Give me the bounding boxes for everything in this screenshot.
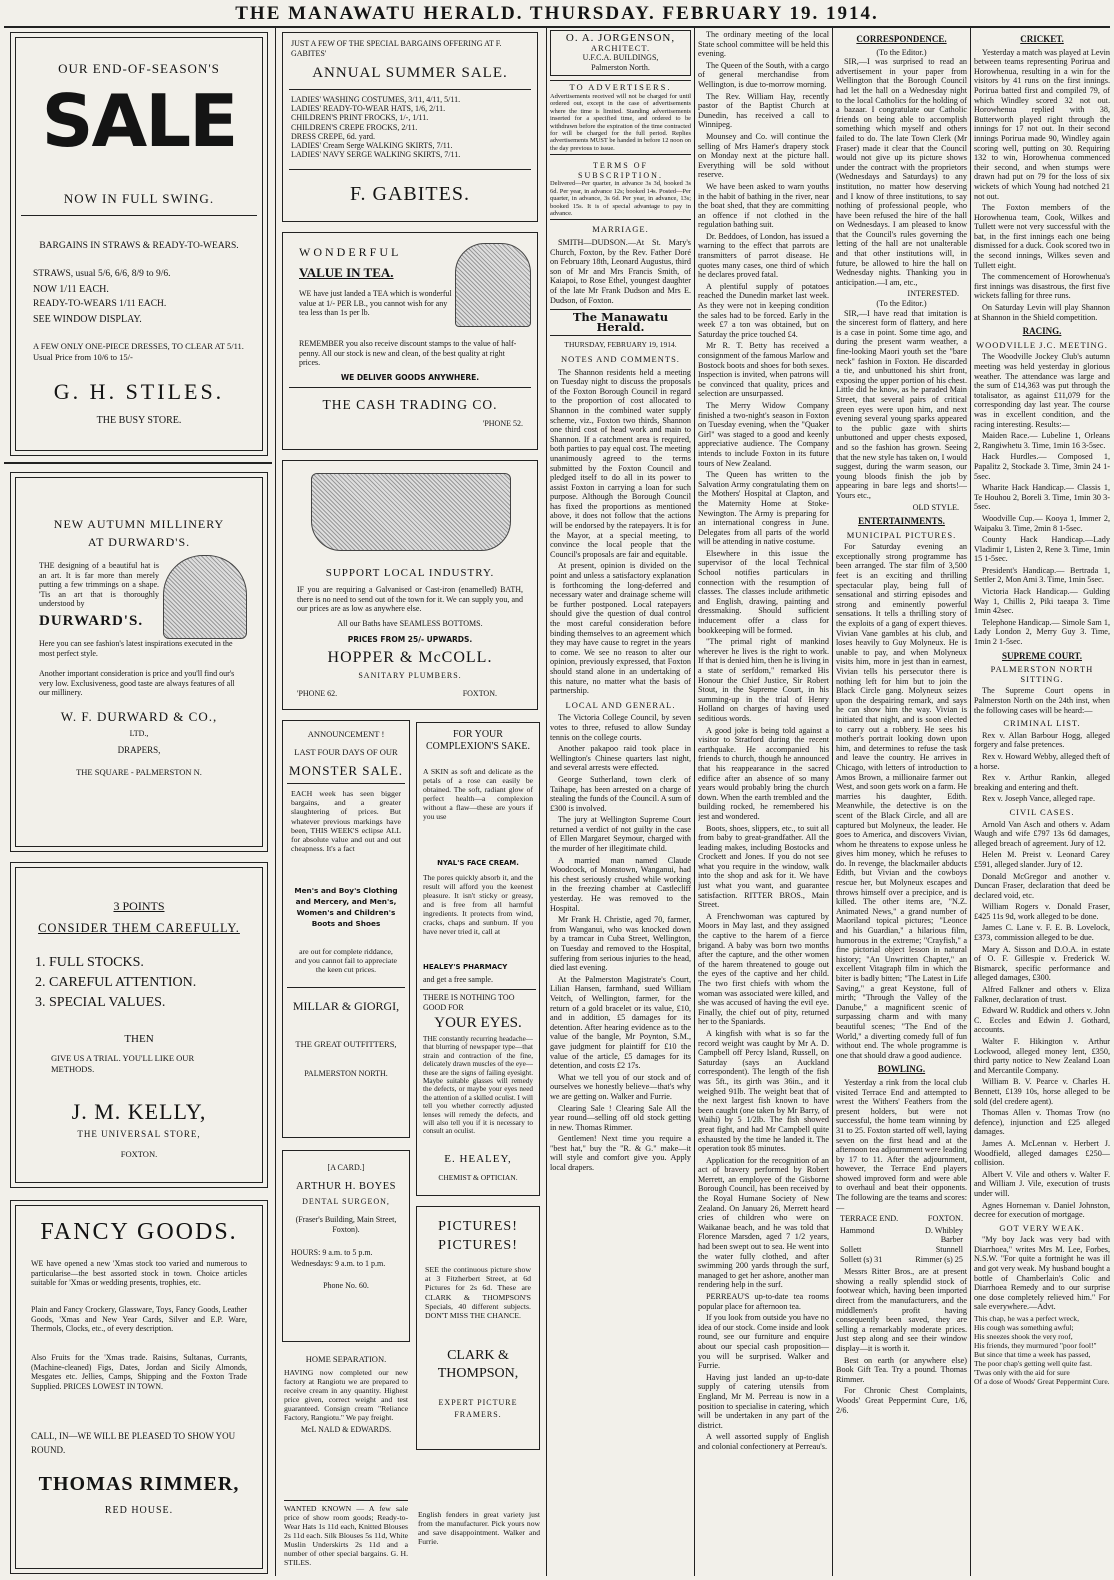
divider <box>284 1500 408 1501</box>
ad-point: 3. SPECIAL VALUES. <box>35 995 166 1010</box>
article-paragraph: "My boy Jack was very bad with Diarrhoea," writes Mrs M. Lee, Forbes, N.S.W. "For quite a fortnight he was ill and got very weak. My husband bought a bottle of Chamberlain's Colic and Diarrhoea Remedy and to our surprise one dose completely relieved him." For sale everywhere.—Advt. <box>974 1235 1110 1312</box>
article-paragraph: The Shannon residents held a meeting on Tuesday night to discuss the proposals of the Foxton Borough Council in regard to the proportion of cost allocated to Shannon in the combined water supply scheme, viz., Foxton two thirds, Shannon one third cost of head work and main to Shannon. If a catchment area is required, both parties to pay equal cost. The meeting unanimously agreed to the terms submitted by the Foxton Council and pledged itself to do all in its power to assist Foxton in carrying a loan for such purpose. Although the Borough Council has fixed the proportions as mentioned above, it does not follow that the actions will be endorsed by the ratepayers. It is for the Mayor, at a special meeting, to convince the local people that the Council's proposals are fair and equitable. <box>550 367 691 559</box>
ad-headline: PICTURES! PICTURES! <box>438 1219 518 1253</box>
advertiser-name: THE CASH TRADING CO. <box>322 397 498 412</box>
column-4 <box>698 30 829 1576</box>
section-heading: RACING. <box>1022 326 1062 337</box>
column-5 <box>836 30 967 1576</box>
ad-line: Palmerston North. <box>591 62 650 72</box>
ad-line: EXPERT PICTURE FRAMERS. <box>438 1398 518 1419</box>
ad-line: STRAWS, usual 5/6, 6/6, 8/9 to 9/6. <box>33 269 171 279</box>
article-paragraph: Mounsey and Co. will continue the selling of Mrs Hamer's drapery stock on Monday next at the picture hall. Everything will be sold without reserve. <box>698 131 829 180</box>
race-result: Telephone Handicap.— Simole Sam 1, Lady London 2, Merry Guy 3. Time, 1min 2 1-5sec. <box>974 617 1110 647</box>
ad-body: Another important consideration is price and you'll find our's very low. Exclusiveness, good taste are always features of all our millinery. <box>39 669 235 697</box>
ad-line: ARCHITECT. <box>590 42 651 53</box>
wanted-known-notice: WANTED KNOWN — A few sale price of show room goods; Ready-to-Wear Hats 1s 11d each, Knitted Blouses 2s 11d each. Silk Blouses 5s 11d, White Muslin Underskirts 2s 11d and a number of other special bargains. G. H. STILES. <box>284 1504 408 1567</box>
ad-line: WE DELIVER GOODS ANYWHERE. <box>340 373 480 382</box>
ad-line: JUST A FEW OF THE SPECIAL BARGAINS OFFERING AT F. GABITES' <box>291 39 502 58</box>
ad-line: DENTAL SURGEON, <box>302 1197 390 1206</box>
notice-body: Delivered—Per quarter, in advance 3s 3d, booked 3s 6d. Per year, in advance 12s; booked 14s. Posted—Per quarter, in advance, 3s 6d. Per year, in advance, 13s; booked 15s. It is of special advantage to pay in advance. <box>550 180 691 218</box>
notice-body: Advertisements received will not be charged for until ordered out, except in the case of advertisements where the time is limited. Standing advertisements inserted for a specified time, and ordered to be withdrawn before the expiration of the time contracted for will be charged for the full period. Replies advertisements MUST be handed in before 12 noon on the day previous to issue. <box>550 92 691 152</box>
section-heading: ENTERTAINMENTS. <box>858 516 945 527</box>
race-result: Woodville Cup.— Kooya 1, Immer 2, Waipaku 3. Time, 2min 8 1-5sec. <box>974 513 1110 533</box>
verse-line: The poor chap's getting well quite fast. <box>974 1359 1092 1369</box>
ad-line: CHEMIST & OPTICIAN. <box>438 1173 518 1182</box>
verse-line: 'Twas only with the aid for sure <box>974 1368 1070 1378</box>
divider <box>21 215 257 216</box>
notice-title: TO ADVERTISERS. <box>569 82 672 93</box>
issue-date: THURSDAY, FEBRUARY 19, 1914. <box>564 340 677 350</box>
section-subheading: (To the Editor.) <box>876 299 927 309</box>
ad-headline: SUPPORT LOCAL INDUSTRY. <box>325 567 495 579</box>
ad-line: SANITARY PLUMBERS. <box>358 671 462 680</box>
sale-item: DRESS CREPE, 6d. yard. <box>291 131 376 141</box>
ad-line: READY-TO-WEARS 1/11 EACH. <box>33 299 167 309</box>
to-advertisers-notice <box>550 80 691 155</box>
ad-line: THERE IS NOTHING TOO GOOD FOR <box>423 993 515 1012</box>
court-case: Agnes Horneman v. Daniel Johnston, decree for execution of mortgage. <box>974 1200 1110 1220</box>
divider <box>289 387 531 388</box>
article-paragraph: Another pakapoo raid took place in Wellington's Chinese quarters last night, and several arrests were effected. <box>550 744 691 773</box>
article-paragraph: A well assorted supply of English and colonial confectionery at Perreau's. <box>698 1432 829 1451</box>
article-paragraph: The jury at Wellington Supreme Court returned a verdict of not guilty in the case of Ellen Margaret Seymour, charged with the murder of her illegitimate child. <box>550 815 691 854</box>
ad-line: THE BUSY STORE. <box>96 415 182 426</box>
sale-item: LADIES' NAVY SERGE WALKING SKIRTS, 7/11. <box>291 150 461 160</box>
gabites-summer-sale-ad <box>282 32 538 222</box>
stiles-sale-ad <box>10 32 268 456</box>
section-heading: GOT VERY WEAK. <box>999 1222 1085 1233</box>
divider <box>287 987 405 988</box>
column-rule <box>275 28 276 1576</box>
team-name: TERRACE END. <box>840 1214 899 1224</box>
court-case: Rex v. Arthur Rankin, alleged breaking and entering and theft. <box>974 773 1110 792</box>
advertiser-name: E. HEALEY, <box>444 1153 512 1165</box>
ad-headline: VALUE IN TEA. <box>299 265 394 280</box>
court-case: James A. McLennan v. Herbert J. Woodfield, alleged damages £250—collision. <box>974 1138 1110 1168</box>
newspaper-title: The Manawatu Herald. <box>572 310 669 334</box>
court-case: Donald McGregor and another v. Duncan Fraser, declaration that deed be declared void, etc. <box>974 871 1110 900</box>
ad-body: SEE the continuous picture show at 3 Fitzherbert Street, at 6d Pictures for 2s 6d. These are CLARK & THOMPSON'S Specials, 40 different subjects. DON'T MISS THE CHANCE. <box>425 1265 531 1321</box>
masthead: THE MANAWATU HERALD. THURSDAY. FEBRUARY 19. 1914. <box>235 3 879 24</box>
player: D. Whibley <box>924 1225 963 1235</box>
court-case: Rex v. Allan Barbour Hogg, alleged forgery and false pretences. <box>974 730 1110 750</box>
ad-line: DRAPERS, <box>117 745 161 755</box>
race-result: Hack Hurdles.— Composed 1, Papalitz 2, Stockade 3. Time, 3min 24 1-5sec. <box>974 452 1110 481</box>
section-subheading: PALMERSTON NORTH SITTING. <box>990 664 1094 684</box>
ad-line: THE SQUARE - PALMERSTON N. <box>76 767 202 777</box>
ad-body: Also Fruits for the 'Xmas trade. Raisins, Sultanas, Currants, (Machine-cleaned) Figs, Dates, Jordan and Sicily Almonds, Mesgates etc. Jellies, Camps, Shipping and the Foxton Trade Supplied. PRICES LOWEST IN TOWN. <box>31 1353 247 1391</box>
article-paragraph: "The primal right of mankind wherever he lives is the right to work. If that is denied him, then he is living in a state of serfdom," remarked His Honour the Chief Justice, Sir Robert Stout, in the Supreme Court, in his summing-up in the trial of Henry Holland on charges of having used seditious words. <box>698 637 829 723</box>
section-heading: CRICKET. <box>1020 34 1064 44</box>
ad-body: THE designing of a beautiful hat is an art. It is far more than merely putting a few trimmings on a shape. 'Tis an art that is thoroughly understood by <box>39 561 159 608</box>
ad-body: EACH week has seen bigger bargains, and a greater slaughtering of prices. But whatever previous markings have been, THIS WEEK'S eclipse ALL for absolute value and out and out cheapness. It's a fact <box>291 789 401 854</box>
section-subheading: MUNICIPAL PICTURES. <box>846 529 957 540</box>
ad-line: NOW 1/11 EACH. <box>33 284 109 295</box>
section-heading: BOWLING. <box>877 1064 926 1075</box>
article-paragraph: Messrs Ritter Bros., are at present showing a really splendid stock of footwear which, having been imported direct from the manufacturers, and the middlemen's profit having consequently been saved, they are selling a remarkably moderate prices. Just step along and see their window display—it is worth it. <box>836 1267 967 1353</box>
team-name: FOXTON. <box>927 1214 963 1224</box>
player: Sollett (s) 31 <box>840 1254 883 1264</box>
notice-signature: McL NALD & EDWARDS. <box>300 1425 392 1434</box>
ad-headline: MONSTER SALE. <box>288 763 404 778</box>
ad-body: The pores quickly absorb it, and the result will afford you the keenest pleasure. It isn't sticky or greasy, and is free from all harmful ingredients. It protects from wind, cracks, chaps and sunburn. If you have never tried it, call at <box>423 873 533 936</box>
kelly-three-points-ad <box>10 862 268 1188</box>
verse-line: Of a dose of Woods' Great Peppermint Cure. <box>974 1377 1110 1387</box>
article-paragraph: The Rev. William Hay, recently pastor of the Baptist Church at Dunedin, has received a call to Winnipeg. <box>698 91 829 130</box>
divider <box>287 783 405 784</box>
player: Barber <box>940 1235 963 1245</box>
race-result: Maiden Race.— Lubeline 1, Orleans 2, Rangiwhetu 3. Time, 1min 16 3-5sec. <box>974 431 1110 450</box>
player: Rimmer (s) 25 <box>915 1254 963 1264</box>
ad-line: CALL, IN—WE WILL BE PLEASED TO SHOW YOU ROUND. <box>31 1431 236 1455</box>
ad-body: All our Baths have SEAMLESS BOTTOMS. <box>337 619 483 628</box>
article-paragraph: Application for the recognition of an act of bravery performed by Robert Merrett, an employee of the Gisborne Borough Council, has been received by the Royal Humane Society of New Zealand. On January 26, Merrett heard cries of children who were on Waikanae beach, and he was told that Florence Marsden, aged 7 1/2 years, had been swept out to sea. He went into the water fully clothed, and after swimming 200 yards through the surf, managed to get her ashore, another man rendering help in the surf. <box>698 1155 829 1290</box>
advertiser-name: G. H. STILES. <box>53 379 225 404</box>
ad-line: LAST FOUR DAYS OF OUR <box>294 747 398 757</box>
article-paragraph: Boots, shoes, slippers, etc., to suit all from baby to great-grandfather. All the leading makes, including Bostocks and Crockett and Jones. If you do not see what you require in the window, walk into the shop and ask for it. We have just what you want, and guarantee satisfaction. RITTER BROS., Main Street. <box>698 823 829 910</box>
article-paragraph: Having just landed an up-to-date supply of catering utensils from England, Mr M. Perreau is now in a position to specialise in catering, which will be undertaken in any part of the district. <box>698 1372 829 1430</box>
ad-line: and get a free sample. <box>423 975 493 984</box>
millar-giorgi-ad <box>282 720 410 1138</box>
verse-line: His friends, they murmured "poor fool!" <box>974 1341 1097 1351</box>
court-case: Arnold Van Asch and others v. Adam Waugh and wife £797 13s 6d damages, alleged breach of agreement. Jury of 12. <box>974 819 1110 848</box>
ad-body: WE have opened a new 'Xmas stock too varied and numerous to particularise—the best assorted stock in town. Choice articles suitable for 'Xmas or wedding presents, trophies, etc. <box>31 1259 247 1287</box>
divider <box>289 169 531 170</box>
article-paragraph: Clearing Sale ! Clearing Sale All the year round—selling off old stock getting in new. Thomas Rimmer. <box>550 1103 691 1132</box>
article-paragraph: Yesterday a rink from the local club visited Terrace End and attempted to wrest the Withers' Feathers from the present holders, but were not successful, the home team winning by 31 to 25. Foxton started off well, laying seven on the first head and at the afternoon tea adjournment were leading by 17 to 11. After the adjournment, however, the Terrace End players showed improved form and were able to overhaul and beat their opponents. The following are the teams and scores:— <box>836 1077 967 1212</box>
advertiser-name: W. F. DURWARD & CO., <box>60 709 218 724</box>
ad-line: THE UNIVERSAL STORE, <box>77 1129 201 1139</box>
peppermint-verse <box>974 1314 1110 1386</box>
article-paragraph: A Frenchwoman was captured by Moors in May last, and they assigned the captive to the harem of a fierce brigand. A baby was born two months after the capture, and the other women of the harem threatened to gouge out the eyes of the captive and her child. The two first chiefs with whom the woman was associated were killed, and she was accused of having the evil eye. Finally, the chief out of pity, returned her to the Spaniards. <box>698 911 829 1027</box>
column-rule <box>546 28 547 1576</box>
ad-headline: FANCY GOODS. <box>40 1219 238 1245</box>
letter-signature: INTERESTED. <box>907 289 959 299</box>
column-rule <box>832 28 833 1576</box>
race-result: Wharite Hack Handicap.— Classis 1, Te Houhou 2, Boreli 3. Time, 1min 30 3-5sec. <box>974 483 1110 512</box>
article-paragraph: The Foxton members of the Horowhenua team, Cook, Wilkes and Tullett were not very successful with the bat, in the first innings each one being dismissed for a duck. Cook scored two in the second innings, Wilkes seven and Tullett eight. <box>974 203 1110 270</box>
court-case: Rex v. Howard Webby, alleged theft of a horse. <box>974 751 1110 771</box>
herald-title-block <box>550 309 691 336</box>
court-case: Mary A. Sisson and D.O.A. in estate of O. F. Gillespie v. Frederick W. Bismarck, specific performance and alleged damages, £300. <box>974 944 1110 983</box>
section-subheading: (To the Editor.) <box>876 47 927 57</box>
article-paragraph: PERREAU'S up-to-date tea rooms popular place for afternoon tea. <box>698 1292 829 1311</box>
verse-line: This chap, he was a perfect wreck, <box>974 1314 1079 1324</box>
article-paragraph: At present, opinion is divided on the point and unless a satisfactory explanation is forthcoming the long-deferred and necessary water and drainage scheme will be further postponed. Local ratepayers should give the question of dual control the most careful consideration before binding themselves to an agreement which they may have cause to regret in the years to come. We see no reason to alter our opinion, previously expressed, that Foxton should stand alone in an undertaking of this nature, no matter what the basis of partnership. <box>550 561 691 696</box>
ad-body: REMEMBER you also receive discount stamps to the value of half-penny. All our stock is new and clean, of the best quality at right prices. <box>299 339 517 367</box>
score-row <box>840 1255 963 1265</box>
ad-line: OUR END-OF-SEASON'S <box>58 61 220 76</box>
ad-body: Plain and Fancy Crockery, Glassware, Toys, Fancy Goods, Leather Goods, 'Xmas and New Year Cards, Silver and E.P. Ware, Thermols, Clocks, etc., of every description. <box>31 1305 247 1333</box>
article-paragraph: The Queen has written to the Salvation Army congratulating them on the Mothers' Hospital at Clapton, and the Maternity Home at Stoke-Newington. The Army is preparing for an international congress in June. Delegates from all parts of the world will be attending in native costume. <box>698 470 829 547</box>
ad-headline: ANNUAL SUMMER SALE. <box>312 65 508 81</box>
ad-line: RED HOUSE. <box>104 1505 174 1516</box>
advertiser-name: F. GABITES. <box>350 183 470 205</box>
letter-signature: OLD STYLE. <box>912 502 959 512</box>
ad-line: NOW IN FULL SWING. <box>63 191 215 206</box>
ad-line: HEALEY'S PHARMACY <box>423 963 508 971</box>
section-subheading: WOODVILLE J.C. MEETING. <box>976 339 1108 350</box>
list-heading: CIVIL CASES. <box>1009 806 1075 817</box>
ad-line: PALMERSTON NORTH. <box>304 1069 388 1078</box>
court-case: Thomas Allen v. Thomas Trow (no defence), injunction and £25 alleged damages. <box>974 1108 1110 1137</box>
ad-line: [A CARD.] <box>327 1163 365 1172</box>
ad-line: HOURS: 9 a.m. to 5 p.m. Wednesdays: 9 a.m. to 1 p.m. <box>291 1248 386 1268</box>
advertiser-name: ARTHUR H. BOYES <box>296 1181 396 1192</box>
ad-line: CONSIDER THEM CAREFULLY. <box>38 921 240 935</box>
healey-pharmacy-ad <box>416 722 540 1196</box>
letter-paragraph: SIR,—I have read that imitation is the sincerest form of flattery, and here is a case in point. Some time ago, and during the present warm weather, a fine-looking Maori youth set the "bare neck" fashion in Foxton. He discarded a tie, and unbuttoned his shirt front, exposing the upper portion of his chest. Little did he know, as he paraded Main Street, that several pairs of critical green eyes were upon him, and next evening several young sparks appeared to the public gaze with shirts unbuttoned and upper chests exposed, and so the fashion has grown. Seeing that the new style has taken on, I would suggest, during the warm season, our young bloods finish the job by appearing in bare legs and shorts!—Yours etc., <box>836 308 967 500</box>
column-6 <box>974 30 1110 1576</box>
ad-body: are out for complete riddance, and you cannot fail to appreciate the keen cut prices. <box>295 947 397 975</box>
article-paragraph: A good joke is being told against a visitor to Stratford during the recent earthquake. He accompanied his friends to church, though he announced that his reappearance in the sacred edifice after an absence of so many years would probably bring the church down. When the earth trembled and the building rocked, he remembered his jest and wondered. <box>698 725 829 821</box>
court-case: Edward W. Ruddick and others v. John C. Eccles and Edwin J. Gothard, accounts. <box>974 1006 1110 1035</box>
ad-line: ANNOUNCEMENT ! <box>307 729 385 739</box>
ad-line: U.F.C.A. BUILDINGS, <box>582 53 659 63</box>
article-paragraph: Elsewhere in this issue the supervisor of the local Technical School notifies particulars in connection with the resumption of classes. The classes include arithmetic and English, drawing, painting and dressmaking. Should sufficient inducement offer a class for bookkeeping will be formed. <box>698 548 829 635</box>
article-paragraph: For Chronic Chest Complaints, Woods' Great Peppermint Cure, 1/6, 2/6. <box>836 1386 967 1415</box>
marriage-notice: SMITH—DUDSON.—At St. Mary's Church, Foxton, by the Rev. Father Doré on February 18th, Leonard Augustus, third son of Mr and Mrs Francis Smith, of Kaiapoi, to Rose Ethel, youngest daughter of the late Mr Frank Dudson and Mrs E. Dudson, of Foxton. <box>550 238 691 305</box>
ad-line: (Fraser's Building, Main Street, Foxton). <box>295 1215 397 1234</box>
player: Sollett <box>840 1245 862 1255</box>
article-paragraph: George Sutherland, town clerk of Taihape, has been arrested on a charge of stealing the funds of the Council. A sum of £300 is involved. <box>550 774 691 813</box>
ad-line: FOXTON. <box>462 689 497 698</box>
masthead-rule <box>4 26 1110 28</box>
ad-line: PRICES FROM 25/- UPWARDS. <box>347 635 473 644</box>
score-row <box>840 1226 963 1236</box>
article-paragraph: Mr Frank H. Christie, aged 70, farmer, from Wanganui, who was knocked down by a tramcar in Cuba Street, Wellington, on Tuesday and removed to the Hospital, suffering from serious injuries to the head, died last evening. <box>550 915 691 973</box>
ad-line: BARGAINS IN STRAWS & READY-TO-WEARS. <box>39 241 239 251</box>
sale-item: CHILDREN'S CREPE FROCKS, 2/11. <box>291 122 418 132</box>
court-case: William B. V. Pearce v. Charles H. Bennett, £139 10s, horse alleged to be sold (del credere agent). <box>974 1077 1110 1106</box>
ad-line: GIVE US A TRIAL. YOU'LL LIKE OUR METHODS. <box>51 1053 195 1074</box>
sale-items <box>291 95 531 159</box>
sale-item: LADIES' READY-TO-WEAR HATS, 1/6, 2/11. <box>291 104 446 114</box>
ad-line: 'PHONE 62. <box>297 689 338 698</box>
ad-body: WE have just landed a TEA which is wonderful value at 1/- PER LB., you cannot wish for any tea less than 1s per lb. <box>299 289 452 317</box>
ad-point: 1. FULL STOCKS. <box>35 955 144 970</box>
teams-header <box>840 1214 963 1224</box>
article-paragraph: The commencement of Horowhenua's first innings was disastrous, the first five wickets falling for three runs. <box>974 272 1110 301</box>
column-rule <box>694 28 695 1576</box>
clark-thompson-pictures-ad <box>416 1206 540 1450</box>
advertiser-name: HOPPER & McCOLL. <box>327 649 493 666</box>
ad-line: NEW AUTUMN MILLINERY <box>53 517 225 531</box>
hopper-mccoll-bath-ad <box>282 460 538 710</box>
list-heading: CRIMINAL LIST. <box>1003 718 1081 729</box>
column-rule <box>4 462 272 464</box>
ad-body: IF you are requiring a Galvanised or Cast-iron (enamelled) BATH, there is no need to send out of the town for it. We can supply you, and our prices are as low as anywhere else. <box>297 585 523 613</box>
score-row <box>840 1235 963 1245</box>
advertiser-name: O. A. JORGENSON, <box>565 32 676 44</box>
advertiser-name: CLARK & THOMPSON, <box>437 1348 519 1381</box>
verse-line: But since that time a week has passed, <box>974 1350 1091 1360</box>
ad-line: WONDERFUL <box>299 245 402 259</box>
sale-item: LADIES' Cream Serge WALKING SKIRTS, 7/11. <box>291 141 453 151</box>
ad-body: THE constantly recurring headache—that blurring of newspaper type—that strain and contraction of the fine, delicately drawn muscles of the eye—these are the signs of failing eyesight. Maybe suitable glasses will remedy the defects, or maybe your eyes need the attention of a skilled oculist. I will tell you whether correctly adjusted lenses will remedy the defects, and will also tell you if it is necessary to consult an oculist. <box>423 1035 533 1136</box>
notice-title: HOME SEPARATION. <box>305 1354 387 1364</box>
subscription-notice <box>550 159 691 220</box>
player: Stunnell <box>935 1245 963 1255</box>
sale-item: LADIES' WASHING COSTUMES, 3/11, 4/11, 5/11. <box>291 95 461 104</box>
article-paragraph: If you look from outside you have no idea of our stock. Come inside and look round, see our furniture and enquire about our special cash proposition—you will be surprised. Walker and Furrie. <box>698 1313 829 1371</box>
article-paragraph: The Merry Widow Company finished a two-night's season in Foxton on Tuesday evening, when the "Quaker Girl" was staged to a good and keenly appreciative audience. The Company intends to include Foxton in its future tours of New Zealand. <box>698 400 829 468</box>
sale-headline: SALE <box>41 79 237 163</box>
article-paragraph: Gentlemen! Next time you require a "best hat," buy the "R. & G." make—it will style and comfort give you. Apply local drapers. <box>550 1134 691 1173</box>
section-heading: SUPREME COURT. <box>1001 650 1083 661</box>
bath-illustration <box>311 473 511 551</box>
ad-line: 'PHONE 52. <box>482 419 523 428</box>
court-case: William Rogers v. Donald Fraser, £425 11s 9d, work alleged to be done. <box>974 902 1110 921</box>
article-paragraph: A plentiful supply of potatoes reached the Dunedin market last week. As they were not in keeping condition the sales had to be forced. Early in the week £7 a ton was obtained, but on Saturday the price touched £4. <box>698 281 829 339</box>
ad-line: AT DURWARD'S. <box>87 535 191 549</box>
home-separation-notice <box>284 1354 408 1454</box>
advertiser-name: MILLAR & GIORGI, <box>292 999 400 1013</box>
section-heading: NOTES AND COMMENTS. <box>561 353 680 364</box>
boyes-dental-card <box>282 1150 410 1342</box>
ad-body: A SKIN as soft and delicate as the petals of a rose can easily be obtained. The soft, radiant glow of perfect health—a complexion without a flaw—these are yours if you use <box>423 767 533 821</box>
article-paragraph: A kingfish with what is so far the record weight was caught by Mr A. D. Campbell off Percy Island, Russell, on Saturday (says an Auckland correspondent). The length of the fish was 5ft., its girth was 36in., and it weighed 91lb. The weight beat that of the next largest fish known to have been caught (one taken by Mr Barry, of Waihi) by 5 1/2lb. The fish showed great fight, and had Mr Campbell quite exhausted by the time he landed it. The operation took 85 minutes. <box>698 1028 829 1154</box>
article-paragraph: The Victoria College Council, by seven votes to three, refused to allow Sunday tennis on the college courts. <box>550 713 691 742</box>
verse-line: His cough was something awful; <box>974 1323 1074 1333</box>
jorgenson-card <box>550 30 691 76</box>
ad-line: 3 POINTS <box>113 899 165 913</box>
cash-trading-tea-ad <box>282 232 538 450</box>
article-paragraph: Best on earth (or anywhere else) Book Gift Tea. Try a pound. Thomas Rimmer. <box>836 1355 967 1384</box>
rimmer-fancy-goods-ad <box>10 1200 268 1574</box>
race-result: Victoria Hack Handicap.— Gulding Way 1, Chillis 2, Piki taeapa 3. Time 1min 42sec. <box>974 587 1110 616</box>
section-heading: LOCAL AND GENERAL. <box>565 699 676 710</box>
court-case: Albert V. Vile and others v. Walter F. and William J. Vile, execution of trusts under will. <box>974 1169 1110 1198</box>
article-paragraph: The Supreme Court opens in Palmerston North on the 24th inst, when the following cases will be heard:— <box>974 686 1110 715</box>
advertiser-name: THOMAS RIMMER, <box>38 1473 240 1495</box>
court-case: Walter F. Hikington v. Arthur Lockwood, alleged money lent, £350, third party notice to New Zealand Loan and Mercantile Company. <box>974 1037 1110 1075</box>
notice-body: HAVING now completed our new factory at Rangiotu we are prepared to receive cream in any quantity. Highest price given, correct weight and test guaranteed. Consign cream "Reliance Factory, Rangiotu." We pay freight. <box>284 1368 408 1422</box>
section-heading: CORRESPONDENCE. <box>856 34 947 44</box>
verse-line: His sneezes shook the very roof, <box>974 1332 1073 1342</box>
woman-hat-illustration <box>163 555 247 639</box>
court-case: Helen M. Preist v. Leonard Carey £591, alleged slander. Jury of 12. <box>974 850 1110 869</box>
notice-title: TERMS OF SUBSCRIPTION. <box>578 161 663 180</box>
article-paragraph: A married man named Claude Woodcock, of Monstown, Wanganui, had his chest seriously crushed while working in the freezing chamber at Castlecliff yesterday. He was removed to the Hospital. <box>550 855 691 913</box>
ad-line: SEE WINDOW DISPLAY. <box>33 314 142 325</box>
letter-paragraph: SIR,—I was surprised to read an advertisement in your paper from Wellington that the Borough Council had let the hall on a Wednesday night to the local Catholics for the holding of a bazaar. I congratulate our Catholic friends on being able to accomplish something which myself and others failed to do. The late Town Clerk (Mr Fraser) made it clear that the Council would not give up its picture shows under the contract with the proprietors (Wednesdays and Saturdays) to any institution, no matter how deserving and I know of three institutions, to say nothing of professional people, who have been refused the hire of the hall on Wednesdays. I am pleased to know that the Council's rules governing the letting of the hall are not unalterable and that other institutions will, in future, be allowed to hire the hall on Wednesday nights. Thanking you in anticipation.—I am, etc., <box>836 57 967 287</box>
court-case: Rex v. Joseph Vance, alleged rape. <box>982 794 1095 804</box>
ad-line: Men's and Boy's Clothing and Mercery, and Men's, Women's and Children's Boots and Shoes <box>294 886 398 928</box>
ad-line: LTD., <box>129 729 149 738</box>
tea-drinker-illustration <box>455 243 531 327</box>
ad-line: Phone No. 60. <box>323 1281 369 1290</box>
race-result: President's Handicap.— Bertrada 1, Settler 2, Mon Ami 3. Time, 1min 5sec. <box>974 565 1110 585</box>
durward-millinery-ad <box>10 472 268 852</box>
article-paragraph: Mr R. T. Betty has received a consignment of the famous Marlow and Bostock boots and shoes for both sexes. Inspection is invited, when patrons will be convinced that quality, prices and selection are unsurpassed. <box>698 341 829 399</box>
advertiser-name: DURWARD'S. <box>39 613 144 629</box>
ad-headline: FOR YOUR COMPLEXION'S SAKE. <box>425 729 531 752</box>
ad-line: A FEW ONLY ONE-PIECE DRESSES, TO CLEAR AT 5/11. Usual Price from 10/6 to 15/- <box>33 341 244 362</box>
article-paragraph: On Saturday Levin will play Shannon at Shannon in the Shield competition. <box>974 303 1110 322</box>
ad-line: THE GREAT OUTFITTERS, <box>295 1039 397 1049</box>
column-rule <box>970 28 971 1576</box>
court-case: James C. Lane v. F. E. B. Lovelock, £373, commission alleged to be due. <box>974 923 1110 943</box>
article-paragraph: What we tell you of our stock and of ourselves we honestly believe—that's why we are getting on. Walker and Furrie. <box>550 1072 691 1101</box>
court-case: Alfred Falkner and others v. Eliza Falkner, declaration of trust. <box>974 985 1110 1004</box>
article-paragraph: Yesterday a match was played at Levin between teams representing Porirua and Horowhenua, resulting in a win for the visitors by 41 runs on the first innings. Porirua batted first and compiled 79, of which Windley scored 32 not out. Horowhenua replied with 38, Butterworth played right through the innings for 17 not out. In their second innings Porirua made 90, Windley again scoring well, putting on 30. Requiring 132 to win, Horowhenua commenced their second, and when stumps were drawn had put on 79 for the loss of six wickets of which Young had notched 21 not out. <box>974 47 1110 201</box>
article-paragraph: The Queen of the South, with a cargo of general merchandise from Wellington, is due to-morrow morning. <box>698 60 829 89</box>
player: Hammond <box>840 1225 875 1235</box>
sale-item: CHILDREN'S PRINT FROCKS, 1/-, 1/11. <box>291 113 429 123</box>
ad-line: NYAL'S FACE CREAM. <box>437 859 519 867</box>
ad-line: FOXTON. <box>120 1149 158 1159</box>
ad-headline: YOUR EYES. <box>434 1015 522 1031</box>
advertiser-name: J. M. KELLY, <box>71 1099 207 1124</box>
article-paragraph: At the Palmerston Magistrate's Court, Lilian Hansen, farmhand, sued William Veitch, of Wellington, farmer, for the return of a gold bracelet or its value, £10, and in addition, £5 damages for its detention. After hearing evidence as to the value of the bangle, Mr Poynton, S.M., gave judgment for plaintiff for £10 the value of the article, £5 damages for its detention, and costs £2 17s. <box>550 974 691 1071</box>
article-paragraph: We have been asked to warn youths in the habit of bathing in the river, near the boat shed, that they are committing an offence if not clothed in the regulation bathing suit. <box>698 181 829 230</box>
ad-point: 2. CAREFUL ATTENTION. <box>35 975 197 990</box>
column-3 <box>550 30 691 1576</box>
divider <box>420 989 536 990</box>
divider <box>289 89 531 90</box>
english-fenders-notice: English fenders in great variety just from the manufacturer. Pick yours now and save disappointment. Walker and Furrie. <box>418 1510 540 1546</box>
race-result: County Hack Handicap.—Lady Vladimir 1, Listen 2, Rene 3. Time, 1min 15 1-5sec. <box>974 535 1110 564</box>
article-paragraph: The Woodville Jockey Club's autumn meeting was held yesterday in glorious weather. The attendance was large and the sum of £14,363 was put through the totalisator, as against £11,079 for the corresponding day last year. The course was in excellent condition, and the racing interesting. Results:— <box>974 352 1110 429</box>
section-heading: MARRIAGE. <box>592 224 649 235</box>
article-paragraph: The ordinary meeting of the local State school committee will be held this evening. <box>698 30 829 59</box>
ad-line: THEN <box>124 1033 154 1045</box>
ad-body: Here you can see fashion's latest inspirations executed in the most perfect style. <box>39 639 233 658</box>
article-paragraph: Dr. Beddoes, of London, has issued a warning to the effect that parrots are transmitters of parrot disease. He quotes many cases, one third of which he declares proved fatal. <box>698 231 829 280</box>
score-row <box>840 1245 963 1255</box>
article-paragraph: For Saturday evening an exceptionally strong programme has been arranged. The star film of 3,500 feet is an exciting and thrilling spectacular play, being full of sensational and stirring episodes and strong and eminently powerful sensations. It tells a thrilling story of the exploits of a gang of expert thieves. Vivian Vane gambles at his club, and loses heavily to Guy Molyneux. He is unable to pay, and when Molyneux visits him, more in jest than in earnest, Vivian tells his persecutor there is nothing left for him but to join the Black Circle gang. Molyneux seizes upon the despairing remark, and says he can show him the way. Vivian is initiated that night, and is soon elected to carry out a robbery. He sees his mother's portrait looking down upon him, and determines to refuse the task and leave the country. He arrives in Chicago, with letters of introduction to Amos Brown, a millionaire farmer out West, and soon gets work on a farm. He marries his daughter, Edith. Meanwhile, the detective is on the scent of the Black Circle, and all are captured but Molyneux, the leader. He goes to America, and discovers Vivian, whom he threatens to expose unless he gives him money, which he refuses to do. In revenge, the blackmailer abducts Edith, but Vivian and the cowboys rescue her, but Molyneux escapes and throws himself over a precipice, and is killed. The other items are, "N.Z. Animated News," a grand number of Maoriland topical pictures; "Leonce and his Guardian," a hilarious film, humorous in the extreme; "Crayfish," a fine pictorial object lesson in natural history; "An Unwritten Chapter," an excellent Vitagraph film in which the biter is badly bitten; "The Latest in Life Saving," a great Keystone, full of mirth; "Through the Valley of the Danube," a magnificent scenic of surpassing charm and with many beautiful scenes; "The End of the World," a diverting comedy full of fun without end. The whole programme is one that should draw a good audience. <box>836 542 967 1060</box>
